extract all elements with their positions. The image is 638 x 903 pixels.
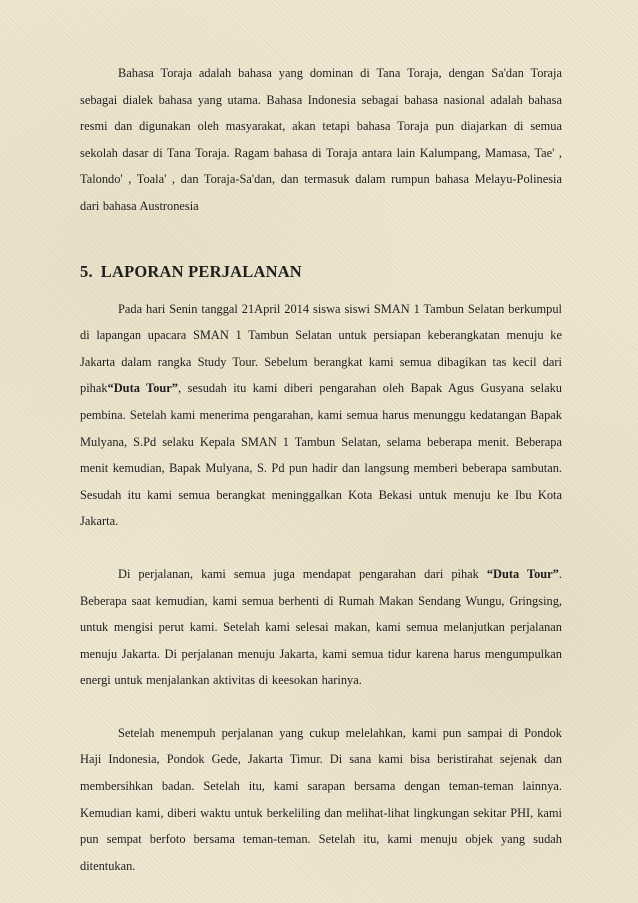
paragraph-departure [80,296,562,535]
paragraph-journey-text-b: . Beberapa saat kemudian, kami semua berhenti di Rumah Makan Sendang Wungu, Gringsing, untuk mengisi perut kami. Setelah kami selesai makan, kami semua melanjutkan perjalanan menuju Jakarta. Di perjalanan menuju Jakarta, kami semua tidur karena harus mengumpulkan energi untuk menjalankan aktivitas di keesokan harinya. [80,566,562,688]
paragraph-departure-text-b: , sesudah itu kami diberi pengarahan oleh Bapak Agus Gusyana selaku pembina. Setelah kami menerima pengarahan, kami semua harus menunggu kedatangan Bapak Mulyana, S.Pd selaku Kepala SMAN 1 Tambun Selatan, selama beberapa menit. Beberapa menit kemudian, Bapak Mulyana, S. Pd pun hadir dan langsung memberi beberapa sambutan. Sesudah itu kami semua berangkat meninggalkan Kota Bekasi untuk menuju ke Ibu Kota Jakarta. [80,381,563,529]
section-title: LAPORAN PERJALANAN [100,261,302,281]
section-number: 5. [80,261,93,281]
paragraph-journey-text-a: Di perjalanan, kami semua juga mendapat pengarahan dari pihak [118,566,487,581]
paragraph-journey-bold: “Duta Tour” [486,566,559,581]
paragraph-departure-bold: “Duta Tour” [107,381,179,396]
intro-paragraph: Bahasa Toraja adalah bahasa yang dominan di Tana Toraja, dengan Sa'dan Toraja sebagai dialek bahasa yang utama. Bahasa Indonesia sebagai bahasa nasional adalah bahasa resmi dan digunakan oleh masyarakat, akan tetapi bahasa Toraja pun diajarkan di semua sekolah dasar di Tana Toraja. Ragam bahasa di Toraja antara lain Kalumpang, Mamasa, Tae' , Talondo' , Toala' , dan Toraja-Sa'dan, dan termasuk dalam rumpun bahasa Melayu-Polinesia dari bahasa Austronesia [80,66,562,213]
paragraph-departure-text-a: Pada hari Senin tanggal 21April 2014 siswa siswi SMAN 1 Tambun Selatan berkumpul di lapangan upacara SMAN 1 Tambun Selatan untuk persiapan keberangkatan menuju ke Jakarta dalam rangka Study Tour. Sebelum berangkat kami semua dibagikan tas kecil dari pihak [80,301,562,396]
section-heading [80,260,562,284]
paragraph-arrival: Setelah menempuh perjalanan yang cukup melelahkan, kami pun sampai di Pondok Haji Indonesia, Pondok Gede, Jakarta Timur. Di sana kami bisa beristirahat sejenak dan membersihkan badan. Setelah itu, kami sarapan bersama dengan teman-teman lainnya. Kemudian kami, diberi waktu untuk berkeliling dan melihat-lihat lingkungan sekitar PHI, kami pun sempat berfoto bersama teman-teman. Setelah itu, kami menuju objek yang sudah ditentukan. [80,725,562,873]
paragraph-gap [80,694,562,720]
document-page [80,60,562,879]
paragraph-journey [80,561,562,694]
paragraph-gap [80,535,562,561]
